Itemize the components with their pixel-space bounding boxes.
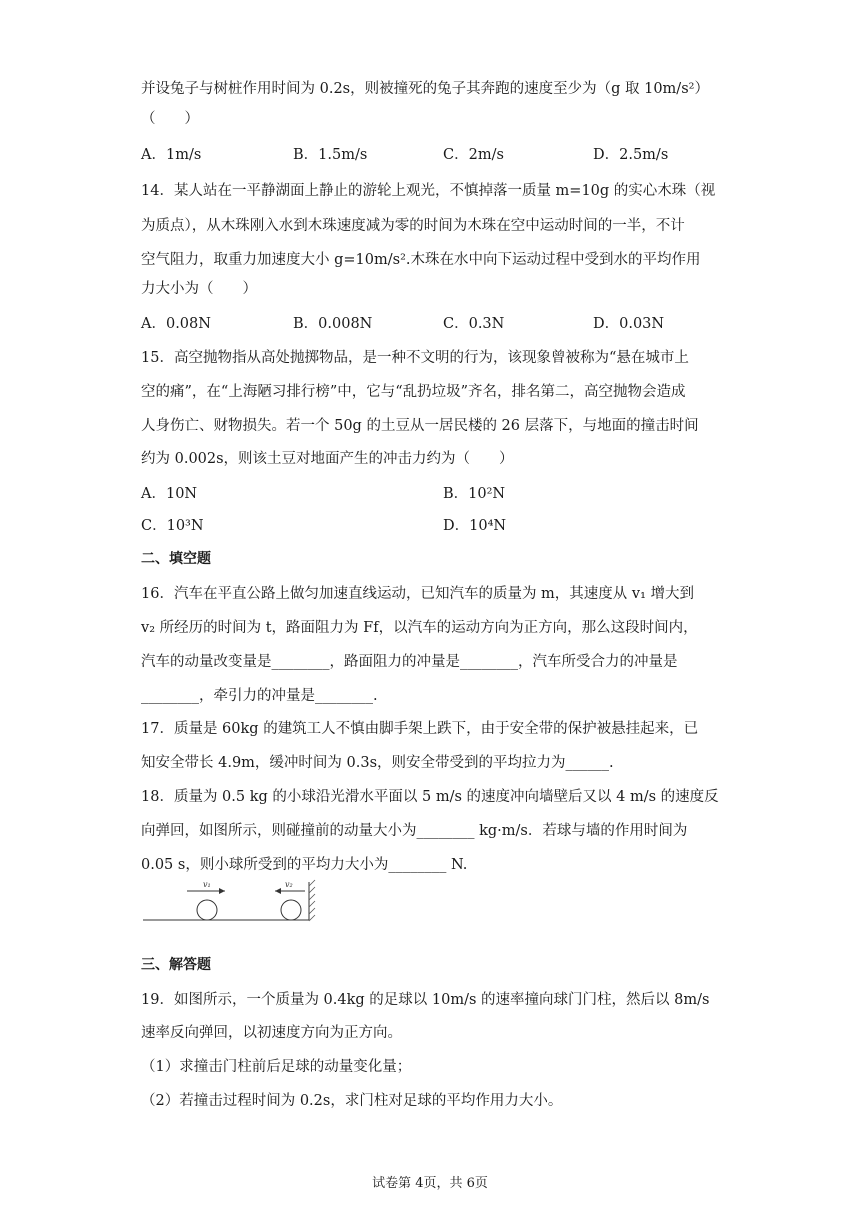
q19-line-2: 速率反向弹回，以初速度方向为正方向。 <box>141 1025 402 1041</box>
q13-option-c: C．2m/s <box>443 147 504 163</box>
q14-line-2: 为质点），从木珠刚入水到木珠速度减为零的时间为木珠在空中运动时间的一半，不计 <box>141 218 685 234</box>
q14-line-3: 空气阻力，取重力加速度大小 g=10m/s².木珠在水中向下运动过程中受到水的平均作用 <box>141 252 701 268</box>
q16-line-2: v₂ 所经历的时间为 t，路面阻力为 Ff，以汽车的运动方向为正方向，那么这段时间内， <box>141 620 698 636</box>
q18-line-1: 18．质量为 0.5 kg 的小球沿光滑水平面以 5 m/s 的速度冲向墙壁后又以 4 m/s 的速度反 <box>141 789 719 805</box>
q15-option-a: A．10N <box>141 486 198 502</box>
q14-line-1: 14．某人站在一平静湖面上静止的游轮上观光，不慎掉落一质量 m=10g 的实心木珠（视 <box>141 183 716 199</box>
arrow-v2-head <box>275 888 281 894</box>
q13-paren: （ ） <box>141 111 199 127</box>
q15-line-3: 人身伤亡、财物损失。若一个 50g 的土豆从一居民楼的 26 层落下，与地面的撞击时间 <box>141 418 699 434</box>
wall-hatch <box>309 880 315 921</box>
q18-ball-wall-figure <box>141 876 317 926</box>
q15-line-4: 约为 0.002s，则该土豆对地面产生的冲击力约为（ ） <box>141 451 514 467</box>
ball-before <box>197 900 217 920</box>
q14-option-a: A．0.08N <box>141 316 211 332</box>
q19-subquestion-1: （1）求撞击门柱前后足球的动量变化量； <box>141 1059 412 1075</box>
q15-option-c: C．10³N <box>141 518 204 534</box>
q16-line-4: ________，牵引力的冲量是________. <box>141 688 378 704</box>
q14-option-b: B．0.008N <box>293 316 373 332</box>
section-fill-in-heading: 二、填空题 <box>141 551 211 567</box>
q13-option-d: D．2.5m/s <box>593 147 669 163</box>
q16-line-1: 16．汽车在平直公路上做匀加速直线运动，已知汽车的质量为 m，其速度从 v₁ 增大到 <box>141 586 695 602</box>
q13-option-b: B．1.5m/s <box>293 147 368 163</box>
q14-line-4: 力大小为（ ） <box>141 281 257 297</box>
q18-line-3: 0.05 s，则小球所受到的平均力大小为________ N. <box>141 857 468 873</box>
page-footer: 试卷第 4页，共 6页 <box>372 1176 488 1191</box>
ball-after <box>281 900 301 920</box>
q18-line-2: 向弹回，如图所示，则碰撞前的动量大小为________ kg·m/s．若球与墙的作用时间为 <box>141 823 688 839</box>
q15-option-b: B．10²N <box>443 486 506 502</box>
q15-line-2: 空的痛”，在“上海陋习排行榜”中，它与“乱扔垃圾”齐名，排名第二，高空抛物会造成 <box>141 384 686 400</box>
label-v1: v₁ <box>203 880 211 889</box>
q13-option-a: A．1m/s <box>141 147 202 163</box>
q19-line-1: 19．如图所示，一个质量为 0.4kg 的足球以 10m/s 的速率撞向球门门柱，然后以 8m/s <box>141 992 710 1008</box>
q13-line-1: 并设兔子与树桩作用时间为 0.2s，则被撞死的兔子其奔跑的速度至少为（g 取 10m/s²） <box>141 81 709 97</box>
q15-option-d: D．10⁴N <box>443 518 507 534</box>
q17-line-2: 知安全带长 4.9m，缓冲时间为 0.3s，则安全带受到的平均拉力为______. <box>141 755 614 771</box>
q14-option-c: C．0.3N <box>443 316 505 332</box>
q19-subquestion-2: （2）若撞击过程时间为 0.2s，求门柱对足球的平均作用力大小。 <box>141 1093 563 1109</box>
section-answer-heading: 三、解答题 <box>141 957 211 973</box>
q16-line-3: 汽车的动量改变量是________，路面阻力的冲量是________，汽车所受合力的冲量是 <box>141 654 678 670</box>
arrow-v1-head <box>219 888 225 894</box>
label-v2: v₂ <box>285 880 293 889</box>
q15-line-1: 15．高空抛物指从高处抛掷物品，是一种不文明的行为，该现象曾被称为“悬在城市上 <box>141 350 689 366</box>
q17-line-1: 17．质量是 60kg 的建筑工人不慎由脚手架上跌下，由于安全带的保护被悬挂起来，已 <box>141 721 699 737</box>
q14-option-d: D．0.03N <box>593 316 665 332</box>
